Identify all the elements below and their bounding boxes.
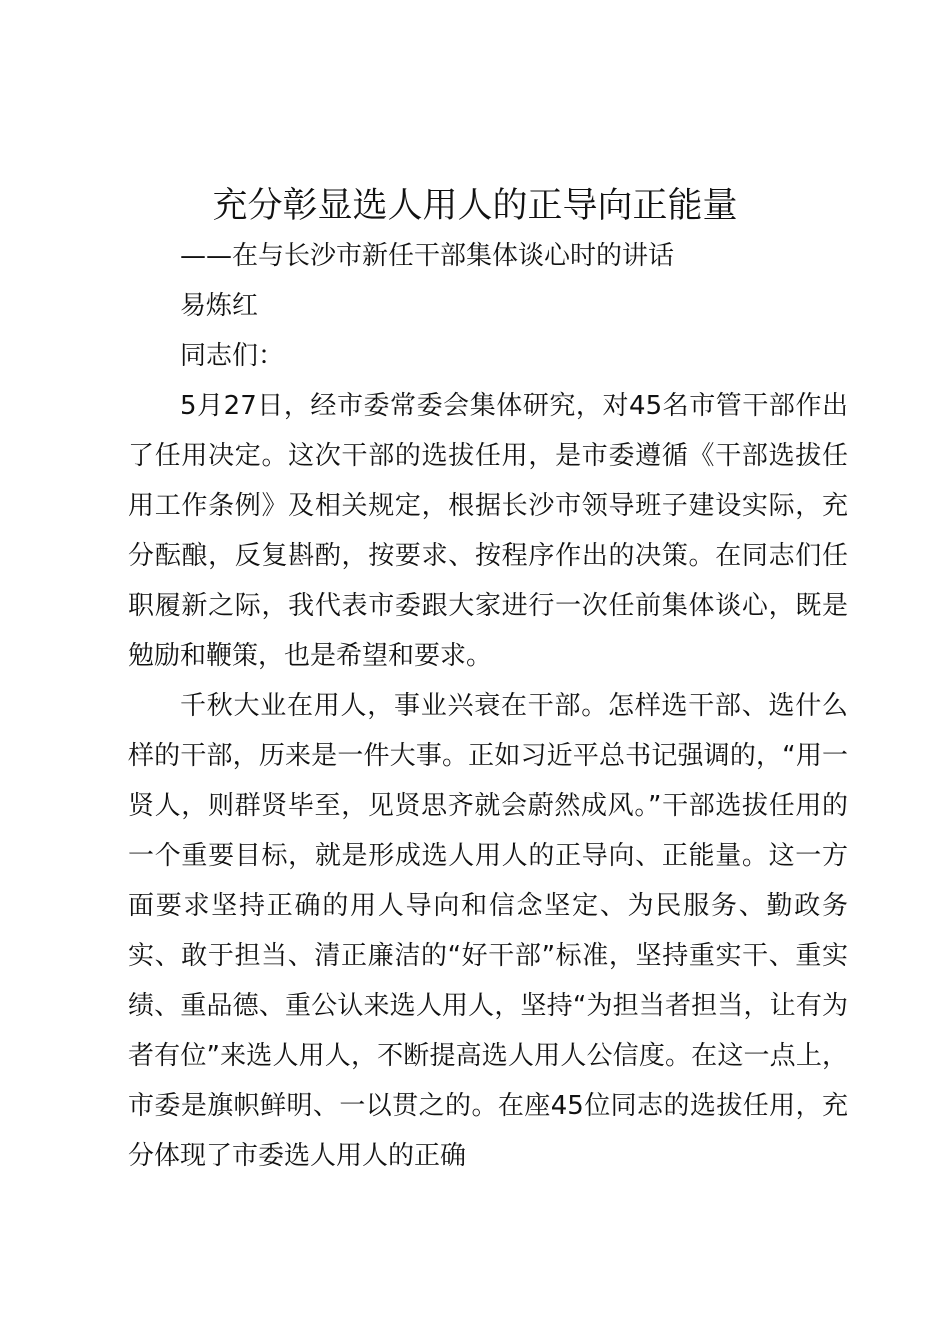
paragraph-1: 5月27日，经市委常委会集体研究，对45名市管干部作出了任用决定。这次干部的选拔任用，是市委遵循《干部选拔任用工作条例》及相关规定，根据长沙市领导班子建设实际，充分酝酿，反复斟酌，按要求、按程序作出的决策。在同志们任职履新之际，我代表市委跟大家进行一次任前集体谈心，既是勉励和鞭策，也是希望和要求。	[128, 391, 848, 671]
document-title: 充分彰显选人用人的正导向正能量	[212, 186, 738, 226]
salutation: 同志们：	[180, 341, 285, 371]
document-subtitle: ——在与长沙市新任干部集体谈心时的讲话	[180, 241, 675, 271]
paragraph-2: 千秋大业在用人，事业兴衰在干部。怎样选干部、选什么样的干部，历来是一件大事。正如习近平总书记强调的，“用一贤人，则群贤毕至，见贤思齐就会蔚然成风。”干部选拔任用的一个重要目标，就是形成选人用人的正导向、正能量。这一方面要求坚持正确的用人导向和信念坚定、为民服务、勤政务实、敢于担当、清正廉洁的“好干部”标准，坚持重实干、重实绩、重品德、重公认来选人用人，坚持“为担当者担当，让有为者有位”来选人用人，不断提高选人用人公信度。在这一点上，市委是旗帜鲜明、一以贯之的。在座45位同志的选拔任用，充分体现了市委选人用人的正确	[128, 691, 848, 1171]
document-author: 易炼红	[180, 291, 259, 321]
